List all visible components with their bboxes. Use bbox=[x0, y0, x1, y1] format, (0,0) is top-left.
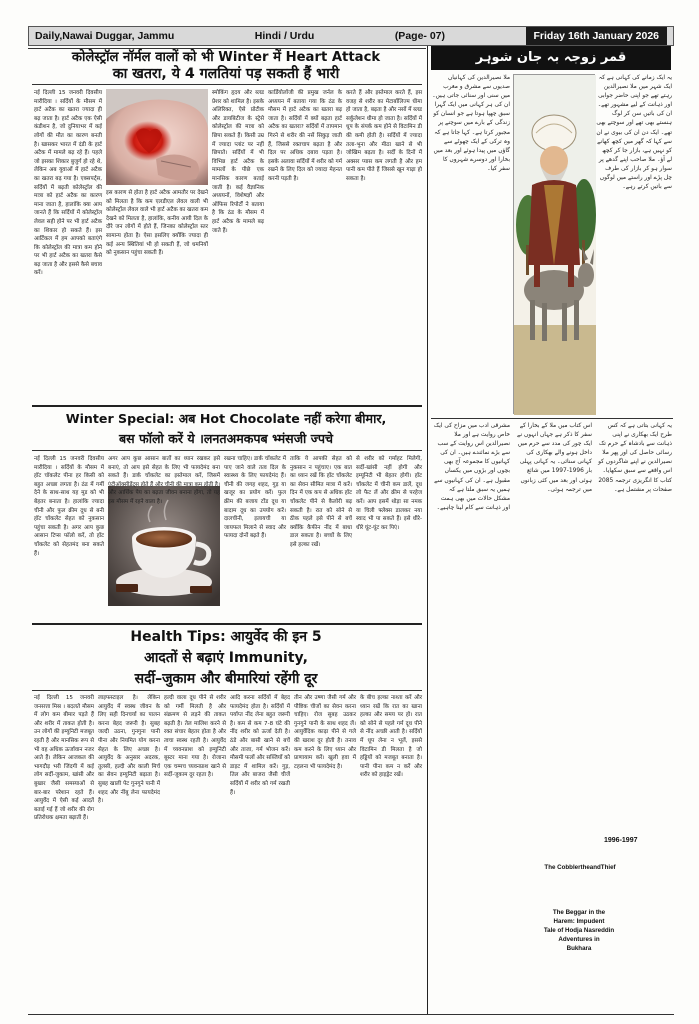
nasreddin-illustration bbox=[513, 74, 595, 414]
article3-headline-line2: आदतों से बढ़ाएं Immunity, bbox=[144, 650, 308, 666]
hodja-on-donkey-illustration bbox=[514, 75, 596, 415]
article1-rule bbox=[32, 84, 422, 85]
bottom-rule bbox=[28, 1014, 674, 1015]
issue-date: Friday 16th January 2026 bbox=[526, 27, 667, 45]
book-handle: The CobblertheandThief bbox=[544, 864, 616, 871]
urdu-col-left: ملا نصیرالدین کی کہانیاں صدیوں سے مشرق و مغرب میں سنی اور سنائی جاتی ہیں۔ ان کی ہر کہانی میں ایک گہرا سبق چھپا ہوتا ہے جو انسان کو زندگی کے بارے میں سوچنے پر مجبور کرتا ہے۔ کہا جاتا ہے کہ وہ ترکی کے ایک چھوٹے سے گاؤں میں پیدا ہوئے اور بعد میں بخارا اور دوسرے شہروں کا سفر کیا۔ bbox=[432, 75, 510, 172]
article2-bottom-rule bbox=[32, 623, 422, 625]
column-divider-main bbox=[427, 46, 428, 1014]
article1-bottom-rule bbox=[32, 405, 422, 407]
urdu-mid-rule bbox=[431, 418, 673, 419]
year-range: 1996-1997 bbox=[604, 837, 638, 844]
article3-col6: के बीच हल्का नाश्ता करें और ध्यान रखें कि रात का खाना हल्का और समय पर हो। रात को सोने से पहले गर्म दूध पीने से नींद अच्छी आती है। सर्दियों में धूप लेना न भूलें, इससे विटामिन डी मिलता है जो हड्डियों को मजबूत बनाता है। पानी पीना कम न करें और शरीर को हाइड्रेट रखें। bbox=[360, 695, 422, 779]
article1-headline-line1: कोलेस्ट्रॉल नॉर्मल वालों को भी Winter में Heart Attack bbox=[71, 50, 381, 65]
article1-col4: कार्डियोलॉजी की प्रमुख जर्नल के अध्ययन में बताया गया कि ठंड के मौसम में हार्ट अटैक का खतरा बढ़ जाता है। सर्दियों में क्यों बढ़ता हार्ट अटैक का खतरा? सर्दियों में तापमान गिरने से शरीर की नसें सिकुड़ जाती हैं, जिससे रक्तचाप बढ़ता है और दिल पर अधिक दबाव पड़ता है। इसके अलावा सर्दियों में शरीर को गर्म रखने के लिए दिल को ज्यादा मेहनत करनी पड़ती है। bbox=[268, 90, 342, 182]
book-title-line2: Harem: Impudent bbox=[553, 918, 605, 925]
article3-col5: तीन और उष्णा जैसी गर्म और पौष्टिक चीजों का सेवन करना चाहिए। रोज सुबह उठकर गुनगुने पानी के साथ शहद लें। आयुर्वेदिक काढ़ा पीने से गले की खराश दूर होती है। तनाव कम करने के लिए ध्यान और प्राणायाम करें। खुली हवा में टहलना भी फायदेमंद है। bbox=[294, 695, 356, 770]
urdu-col5: یہ کہانی بتاتی ہے کہ کس طرح ایک بھکاری نے اپنی ذہانت سے بادشاہ کے حرم تک رسائی حاصل کی اور پھر ملا نصیرالدین نے اپنے شاگردوں کو اس واقعے سے سبق سکھایا۔ کتاب کا انگریزی ترجمہ 2085 صفحات پر مشتمل ہے۔ bbox=[598, 423, 672, 493]
article3-col1: नई दिल्ली 15 जनवरी जनसत्ता मिस्र । बदलते मौसम में लोग कम बीमार पड़ते हैं और शरीर में ताकत होती है। उन लोगों की इम्युनिटी मजबूत रहती है और मानसिक रूप से भी वह अधिक ऊर्जावान नजर आते हैं। लेकिन आजकल की भागदौड़ भरी जिंदगी में कई लोग सर्दी-जुकाम, खांसी और बुखार जैसी समस्याओं से बार-बार परेशान रहते हैं। आयुर्वेद में ऐसी कई आदतें बताई गई हैं जो शरीर की रोग प्रतिरोधक क्षमता बढ़ाती हैं। bbox=[34, 695, 94, 822]
article2-col2-top: अगर आप कुछ आसान बातों का ध्यान रखकर इसे बनाएं, तो आप इसे सेहत के लिए भी फायदेमंद बना सकते हैं। डार्क चॉकलेट का इस्तेमाल करें, जिसमें एंटीऑक्सीडेंट्स होते हैं और चीनी की मात्रा कम होती है। और आर्थिक पेय का बढ़ता जीवन बनाना होगा, तो यह इस मौसम में रहने वाला है। bbox=[108, 456, 220, 505]
article1-headline-line2: का खतरा, ये 4 गलतियां पड़ सकती हैं भारी bbox=[112, 66, 340, 82]
article2-col4: ताकि ये आपकी सेहत को नुकसान न पहुंचाए। एक बात का ध्यान रखें कि हॉट चॉकलेट का सेवन सीमित मात्रा में करें। दिन में एक कप से अधिक हॉट चॉकलेट पीने से कैलोरी बढ़ सकती है। रात को सोने से ठीक पहले इसे पीने से बचें क्योंकि कैफीन नींद में बाधा डाल सकता है। बच्चों के लिए इसे हल्का रखें। bbox=[290, 456, 352, 548]
chest-pain-illustration bbox=[106, 89, 208, 185]
language-label: Hindi / Urdu bbox=[254, 30, 315, 42]
article2-rule bbox=[32, 450, 422, 451]
article2-col1: नई दिल्ली 15 जनवरी दिवसीय मारीदिया । सर्दियों के मौसम में हॉट चॉकलेट पीना हर किसी को बहुत अच्छा लगता है। ठंड में गर्मी देने के साथ-साथ यह मूड को भी बेहतर बनाता है। हालांकि ज्यादा चीनी और फुल क्रीम दूध से बनी हॉट चॉकलेट सेहत को नुकसान पहुंचा सकती है। अगर आप कुछ आसान टिप्स फॉलो करें, तो हॉट चॉकलेट को सेहतमंद बना सकते हैं। bbox=[34, 456, 104, 557]
urdu-headline: قمر زوجہ بہ جان شوہر bbox=[431, 46, 671, 70]
book-title-block bbox=[531, 908, 627, 953]
article3-col4: आदि करना सर्दियों में बेहद फायदेमंद होता है। सर्दियों में पर्याप्त नींद लेना बहुत जरूरी है। कम से कम 7-8 घंटे की नींद शरीर को ऊर्जा देती है। ठंडे और बासी खाने से बचें और ताजा, गर्म भोजन करें। मौसमी फलों और सब्जियों को डाइट में शामिल करें। गुड़, तिल और बाजरा जैसी चीजें सर्दियों में शरीर को गर्म रखती हैं। bbox=[230, 695, 290, 796]
book-title-line1: The Beggar in the bbox=[552, 909, 606, 916]
article1-col3: स्मोकिंग हृदय और ब्लड प्रेशर को शामिल है। इसके अलिरिक्त, ऐसे प्रोटीक और डायबिटीज के स्ट्रेसे कोलेस्ट्रॉल की मात्रा को छिपा सकते हैं। किसी उम्र में ज्यादा प्लांट पर नहीं छिपाते। सर्दियों में भी विभिन्न हार्ट अटैक के मामलों के पीछे एक मानसिक कारण बताई जाती है। कई वैज्ञानिक अध्ययनों, विशेषज्ञों और ऑफिस रिपोर्टों ने बताया है कि ठंड के मौसम में हार्ट अटैक के मामले बढ़ जाते हैं। bbox=[212, 90, 264, 234]
urdu-col3: مشرقی ادب میں مزاح کی ایک خاص روایت ہے اور ملا نصیرالدین اس روایت کے سب سے بڑے نمائندے ہیں۔ ان کی کہانیوں کا مجموعہ آج بھی بچوں اور بڑوں میں یکساں مقبول ہے۔ ان کی کہانیوں سے ہمیں یہ سبق ملتا ہے کہ مشکل حالات میں بھی ہمت اور ذہانت سے کام لینا چاہیے۔ bbox=[433, 423, 510, 511]
article2-col3: रखना चाहिए। डार्क चॉकलेट में पाए जाने वाले तत्व दिल के स्वास्थ्य के लिए फायदेमंद हैं। चीनी की जगह शहद, गुड़ या खजूर का प्रयोग करें। फुल क्रीम की बजाय टोंड दूध या बादाम दूध का उपयोग करें। दालचीनी, इलायची या जायफल मिलाने से स्वाद और फायदा दोनों बढ़ते हैं। bbox=[224, 456, 286, 540]
article2-headline-line2: बस फॉलो करें ये ।लनतअमकपब भ्मंसजी ज्पचे bbox=[118, 431, 334, 446]
book-title-line4: Adventures in bbox=[558, 936, 600, 943]
book-title-line3: Tale of Hodja Nasreddin bbox=[543, 927, 615, 934]
article1-col1: नई दिल्ली 15 जनवरी दिवसीय मारीदिया । सर्दियों के मौसम में हार्ट अटैक का खतरा ज्यादा ही बढ़ जाता है। हार्ट अटैक एक ऐसी कंडीशन है, जो दुनियाभर में कई लोगों की मौत का कारण बनती है। खासकर भारत में दंडी के हार्ट अटैक में मामले बढ़ रहे हैं। पहले जो इसका शिकार बुजुर्ग हो रहे थे, लेकिन अब युवाओं में हार्ट अटैक का खतरा बढ़ गया है। एक्सपर्ट्स, सर्दियों में बढ़ती कोलेस्ट्रॉल की मात्रा को हार्ट अटैक का कारण माना जाता है, हालांकि क्या आप जानते हैं कि सर्दियों में कोलेस्ट्रॉल लेवल सही होने पर भी हार्ट अटैक का शिकार हो सकते हैं। इस आर्टिकल में हम आपको बताएंगे कि कोलेस्ट्रॉल की मात्रा कम होने पर भी हार्ट अटैक का खतरा कैसे बढ़ जाता है और इससे कैसे बचाव करें। bbox=[34, 90, 102, 277]
article2-col5: से शरीर को गर्माहट मिलेगी, सर्दी-खांसी नहीं होगी और इम्यूनिटी भी बेहतर होगी। हॉट चॉकलेट में चीनी कम डालें, दूध लो फैट लें और क्रीम से परहेज करें। आप इसमें थोड़ा सा नमक या चिली फ्लेक्स डालकर नया स्वाद भी पा सकते हैं। इसे धीरे-धीरे घूंट-घूंट कर पिएं। bbox=[356, 456, 422, 531]
book-title-line5: Bukhara bbox=[566, 945, 592, 952]
urdu-col4: اس کتاب میں ملا کے بخارا کے سفر کا ذکر ہے جہاں انہوں نے ایک چور کی مدد سے حرم میں داخل ہونے والے بھکاری کی کہانی سنائی۔ یہ کہانی پہلی بار 1996-1997 میں شائع ہوئی اور بعد میں کئی زبانوں میں ترجمہ ہوئی۔ bbox=[517, 423, 592, 493]
article2-headline-line1: Winter Special: अब Hot Chocolate नहीं करेगा बीमार, bbox=[65, 411, 387, 426]
article3-col2: लाइफस्टाइल है। लेकिन आयुर्वेद में स्वस्थ जीवन के लिए सही दिनचर्या का पालन करना बेहद जरूरी है। सुबह जल्दी उठना, गुनगुना पानी पीना और नियमित योग करना सेहत के लिए अच्छा है। आयुर्वेद के अनुसार अदरक, तुलसी, हल्दी और काली मिर्च का सेवन इम्युनिटी बढ़ाता है। सुबह खाली पेट गुनगुने पानी में शहद और नींबू लेना फायदेमंद है। bbox=[98, 695, 160, 805]
urdu-col-right: یہ ایک زمانے کی کہانی ہے کہ ایک شہر میں ملا نصیرالدین رہتے تھے جو اپنی حاضر جوابی اور ذہانت کے لیے مشہور تھے۔ ان کی باتیں سن کر لوگ ہنستے بھی تھے اور سوچتے بھی تھے۔ ایک دن ان کی بیوی نے ان سے کہا کہ گھر میں کچھ کھانے کو نہیں ہے، بازار جا کر کچھ لے آؤ۔ ملا صاحب اپنے گدھے پر سوار ہو کر بازار کی طرف چل پڑے اور راستے میں لوگوں سے باتیں کرتے رہے۔ bbox=[596, 75, 672, 191]
heart-attack-image bbox=[106, 89, 208, 185]
article3-col3: हल्दी वाला दूध पीने से शरीर को गर्मी मिलती है और संक्रमण से लड़ने की ताकत बढ़ती है। तेल मालिश करने से रक्त संचार बेहतर होता है और त्वचा स्वस्थ रहती है। आयुर्वेद में च्यवनप्राश को इम्युनिटी बूस्टर माना गया है। रोजाना एक चम्मच च्यवनप्राश खाने से सर्दी-जुकाम दूर रहता है। bbox=[164, 695, 226, 779]
article3-headline-line1: Health Tips: आयुर्वेद की इन 5 bbox=[130, 629, 322, 645]
article1-col5: करते हैं और इस्तेमाल करते हैं, इस वजह से शरीर का मेटाबॉलिज्म धीमा हो जाता है, बढ़ता है और नसों में ब्लड सर्कुलेशन धीमा हो जाता है। सर्दियों में धूप के संपर्क कम होने से विटामिन डी की कमी होती है। सर्दियों में ज्यादा तला-भुना और मीठा खाने से भी जोखिम बढ़ता है। सर्दी के दिनों में अक्सर प्यास कम लगती है और हम पानी कम पीते हैं जिससे खून गाढ़ा हो सकता है। bbox=[346, 90, 422, 182]
article3-headline-line3: सर्दी–जुकाम और बीमारियां रहेंगी दूर bbox=[134, 671, 318, 687]
article1-col2: इस कारण से होता है हार्ट अटैक आमतौर पर देखने को मिलता है कि कम एलडीएल लेवल वाली भी कोलेस्ट्रॉल लेवल वाले भी हार्ट अटैक का खतरा कम देखने को मिलता है, हालांकि, कनीय आयी दिल के दौरे जन लोगों में होते हैं, जिनका कोलेस्ट्रॉल स्तर सामान्य होता है। ऐसा इसलिए क्योंकि ज्यादा ही कई अन्य स्थितियां भी हो सकती हैं, जो धमनियों को नुकसान पहुंचा सकती हैं। bbox=[106, 190, 208, 257]
masthead bbox=[28, 26, 674, 46]
article3-rule bbox=[32, 690, 422, 691]
urdu-col4-bottom bbox=[514, 960, 592, 1012]
paper-name: Daily,Nawai Duggar, Jammu bbox=[35, 30, 175, 42]
page-number: (Page- 07) bbox=[394, 30, 445, 42]
